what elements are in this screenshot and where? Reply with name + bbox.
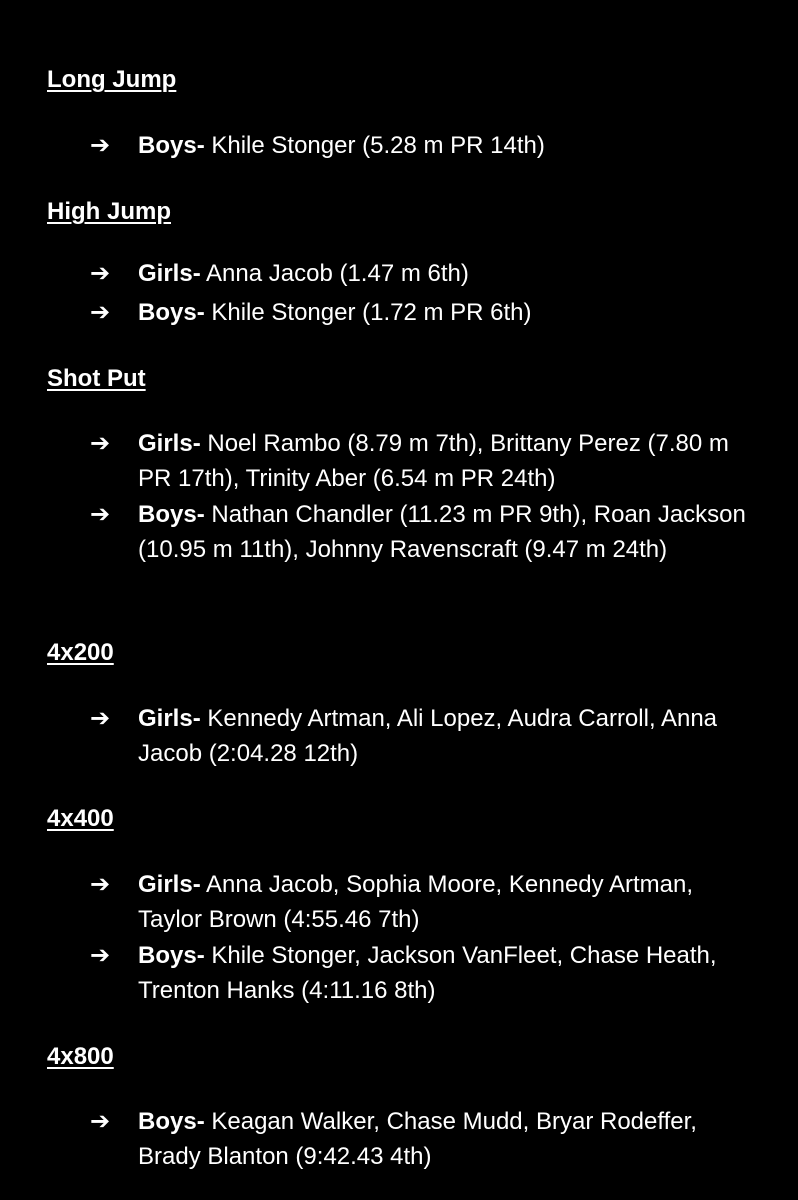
arrow-right-icon: ➔ — [90, 704, 111, 732]
result-entry — [90, 1104, 750, 1174]
gender-label: Boys- — [138, 1108, 205, 1135]
arrow-right-icon: ➔ — [90, 1107, 111, 1135]
section-heading-4x800: 4x800 — [47, 1043, 114, 1070]
arrow-right-icon: ➔ — [90, 500, 111, 528]
arrow-right-icon: ➔ — [90, 259, 111, 287]
gender-label: Boys- — [138, 299, 205, 326]
result-text: Kennedy Artman, Ali Lopez, Audra Carroll, Anna Jacob (2:04.28 12th) — [138, 705, 718, 767]
section-heading-4x400: 4x400 — [47, 805, 114, 832]
section-heading-shot-put: Shot Put — [47, 365, 146, 392]
result-entry — [90, 295, 750, 330]
result-text: Nathan Chandler (11.23 m PR 9th), Roan Jackson (10.95 m 11th), Johnny Ravenscraft (9.47 m 24th) — [138, 501, 746, 563]
entry-text — [138, 867, 750, 937]
gender-label: Girls- — [138, 871, 201, 898]
section-heading-4x200: 4x200 — [47, 639, 114, 666]
result-text: Anna Jacob (1.47 m 6th) — [206, 260, 469, 287]
entry-text — [138, 938, 750, 1008]
entry-text — [138, 295, 750, 330]
result-entry — [90, 256, 750, 291]
gender-label: Boys- — [138, 501, 205, 528]
section-heading-high-jump: High Jump — [47, 198, 171, 225]
section-heading-long-jump: Long Jump — [47, 66, 177, 93]
gender-label: Girls- — [138, 260, 201, 287]
result-entry — [90, 497, 750, 567]
arrow-right-icon: ➔ — [90, 870, 111, 898]
entry-text — [138, 701, 750, 771]
result-text: Khile Stonger (5.28 m PR 14th) — [211, 132, 545, 159]
result-text: Anna Jacob, Sophia Moore, Kennedy Artman, Taylor Brown (4:55.46 7th) — [138, 871, 694, 933]
result-entry — [90, 701, 750, 771]
result-text: Keagan Walker, Chase Mudd, Bryar Rodeffer, Brady Blanton (9:42.43 4th) — [138, 1108, 697, 1170]
gender-label: Girls- — [138, 430, 201, 457]
entry-text — [138, 1104, 750, 1174]
arrow-right-icon: ➔ — [90, 131, 111, 159]
gender-label: Boys- — [138, 942, 205, 969]
entry-text — [138, 128, 750, 163]
entry-text — [138, 497, 750, 567]
result-entry — [90, 128, 750, 163]
arrow-right-icon: ➔ — [90, 429, 111, 457]
result-text: Khile Stonger (1.72 m PR 6th) — [211, 299, 532, 326]
result-text: Noel Rambo (8.79 m 7th), Brittany Perez (7.80 m PR 17th), Trinity Aber (6.54 m PR 24th) — [138, 430, 729, 492]
result-entry — [90, 938, 750, 1008]
gender-label: Girls- — [138, 705, 201, 732]
arrow-right-icon: ➔ — [90, 941, 111, 969]
result-text: Khile Stonger, Jackson VanFleet, Chase Heath, Trenton Hanks (4:11.16 8th) — [138, 942, 717, 1004]
result-entry — [90, 426, 750, 496]
entry-text — [138, 256, 750, 291]
entry-text — [138, 426, 750, 496]
gender-label: Boys- — [138, 132, 205, 159]
result-entry — [90, 867, 750, 937]
arrow-right-icon: ➔ — [90, 298, 111, 326]
